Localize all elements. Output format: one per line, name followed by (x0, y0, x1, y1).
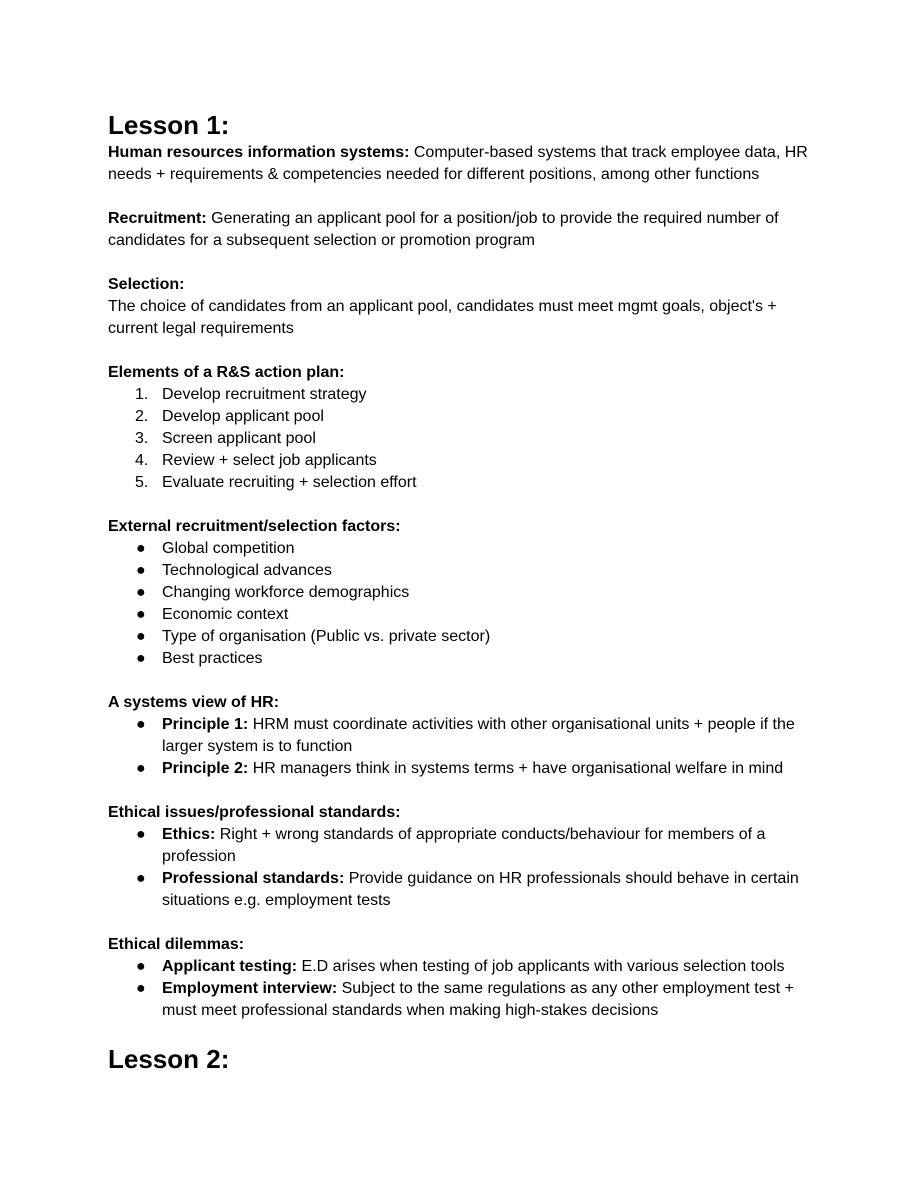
list-item (108, 626, 818, 648)
bullet-icon: ● (136, 606, 146, 623)
recruitment-definition (108, 208, 818, 252)
list-item-text: Provide guidance on HR professionals should behave in certain situations e.g. employment tests (162, 870, 799, 909)
list-number: 3. (135, 430, 149, 447)
list-item (108, 560, 818, 582)
action-plan-heading: Elements of a R&S action plan: (108, 364, 345, 381)
list-number: 1. (135, 386, 149, 403)
bullet-icon: ● (136, 540, 146, 557)
external-factors-heading: External recruitment/selection factors: (108, 518, 401, 535)
bullet-icon: ● (136, 562, 146, 579)
list-item-text: Evaluate recruiting + selection effort (162, 474, 417, 491)
list-item (108, 604, 818, 626)
list-item (108, 648, 818, 670)
list-item (108, 538, 818, 560)
selection-term: Selection: (108, 276, 185, 293)
list-item-text: HR managers think in systems terms + have organisational welfare in mind (248, 760, 784, 777)
list-item (108, 428, 818, 450)
list-item-text: Review + select job applicants (162, 452, 377, 469)
bullet-icon: ● (136, 716, 146, 733)
recruitment-term: Recruitment: (108, 210, 207, 227)
list-item-text: Changing workforce demographics (162, 584, 410, 601)
list-item-text: Global competition (162, 540, 295, 557)
lesson-1-heading: Lesson 1: (108, 110, 230, 140)
document-page (108, 108, 818, 1076)
list-item-text: E.D arises when testing of job applicants with various selection tools (297, 958, 785, 975)
selection-heading (108, 274, 818, 296)
external-factors-list (108, 538, 818, 670)
list-item (108, 582, 818, 604)
bullet-icon: ● (136, 760, 146, 777)
list-item (108, 714, 818, 758)
list-item (108, 450, 818, 472)
lesson-2-heading: Lesson 2: (108, 1044, 230, 1074)
list-number: 4. (135, 452, 149, 469)
list-item-text: Technological advances (162, 562, 332, 579)
list-item-text: Type of organisation (Public vs. private sector) (162, 628, 491, 645)
list-item (108, 978, 818, 1022)
bullet-icon: ● (136, 628, 146, 645)
list-item-term: Professional standards: (162, 870, 345, 887)
bullet-icon: ● (136, 870, 146, 887)
list-item (108, 406, 818, 428)
list-item-text: Develop applicant pool (162, 408, 324, 425)
list-item-text: HRM must coordinate activities with other organisational units + people if the larger system is to function (162, 716, 795, 755)
list-item-term: Principle 1: (162, 716, 249, 733)
list-item (108, 868, 818, 912)
hris-definition (108, 142, 818, 186)
list-item (108, 384, 818, 406)
bullet-icon: ● (136, 650, 146, 667)
bullet-icon: ● (136, 980, 146, 997)
list-item (108, 758, 818, 780)
recruitment-text: Generating an applicant pool for a position/job to provide the required number of candidates for a subsequent selection or promotion program (108, 210, 779, 249)
list-item-term: Ethics: (162, 826, 216, 843)
list-number: 2. (135, 408, 149, 425)
ethical-dilemmas-list (108, 956, 818, 1022)
list-item (108, 472, 818, 494)
hris-text: Computer-based systems that track employee data, HR needs + requirements & competencies needed for different positions, among other functions (108, 144, 808, 183)
ethical-issues-heading: Ethical issues/professional standards: (108, 804, 401, 821)
action-plan-list (108, 384, 818, 494)
ethical-issues-list (108, 824, 818, 912)
list-item-text: Best practices (162, 650, 263, 667)
systems-view-list (108, 714, 818, 780)
bullet-icon: ● (136, 826, 146, 843)
list-item (108, 824, 818, 868)
bullet-icon: ● (136, 584, 146, 601)
list-item-term: Principle 2: (162, 760, 249, 777)
bullet-icon: ● (136, 958, 146, 975)
list-item-text: Develop recruitment strategy (162, 386, 367, 403)
list-item (108, 956, 818, 978)
selection-text: The choice of candidates from an applicant pool, candidates must meet mgmt goals, object's + current legal requirements (108, 298, 777, 337)
list-item-text: Screen applicant pool (162, 430, 316, 447)
ethical-dilemmas-heading: Ethical dilemmas: (108, 936, 245, 953)
list-item-text: Economic context (162, 606, 289, 623)
list-item-text: Right + wrong standards of appropriate conducts/behaviour for members of a profession (162, 826, 766, 865)
systems-view-heading: A systems view of HR: (108, 694, 280, 711)
list-item-text: Subject to the same regulations as any other employment test + must meet professional standards when making high-stakes decisions (162, 980, 794, 1019)
hris-term: Human resources information systems: (108, 144, 410, 161)
list-item-term: Applicant testing: (162, 958, 298, 975)
list-number: 5. (135, 474, 149, 491)
list-item-term: Employment interview: (162, 980, 338, 997)
